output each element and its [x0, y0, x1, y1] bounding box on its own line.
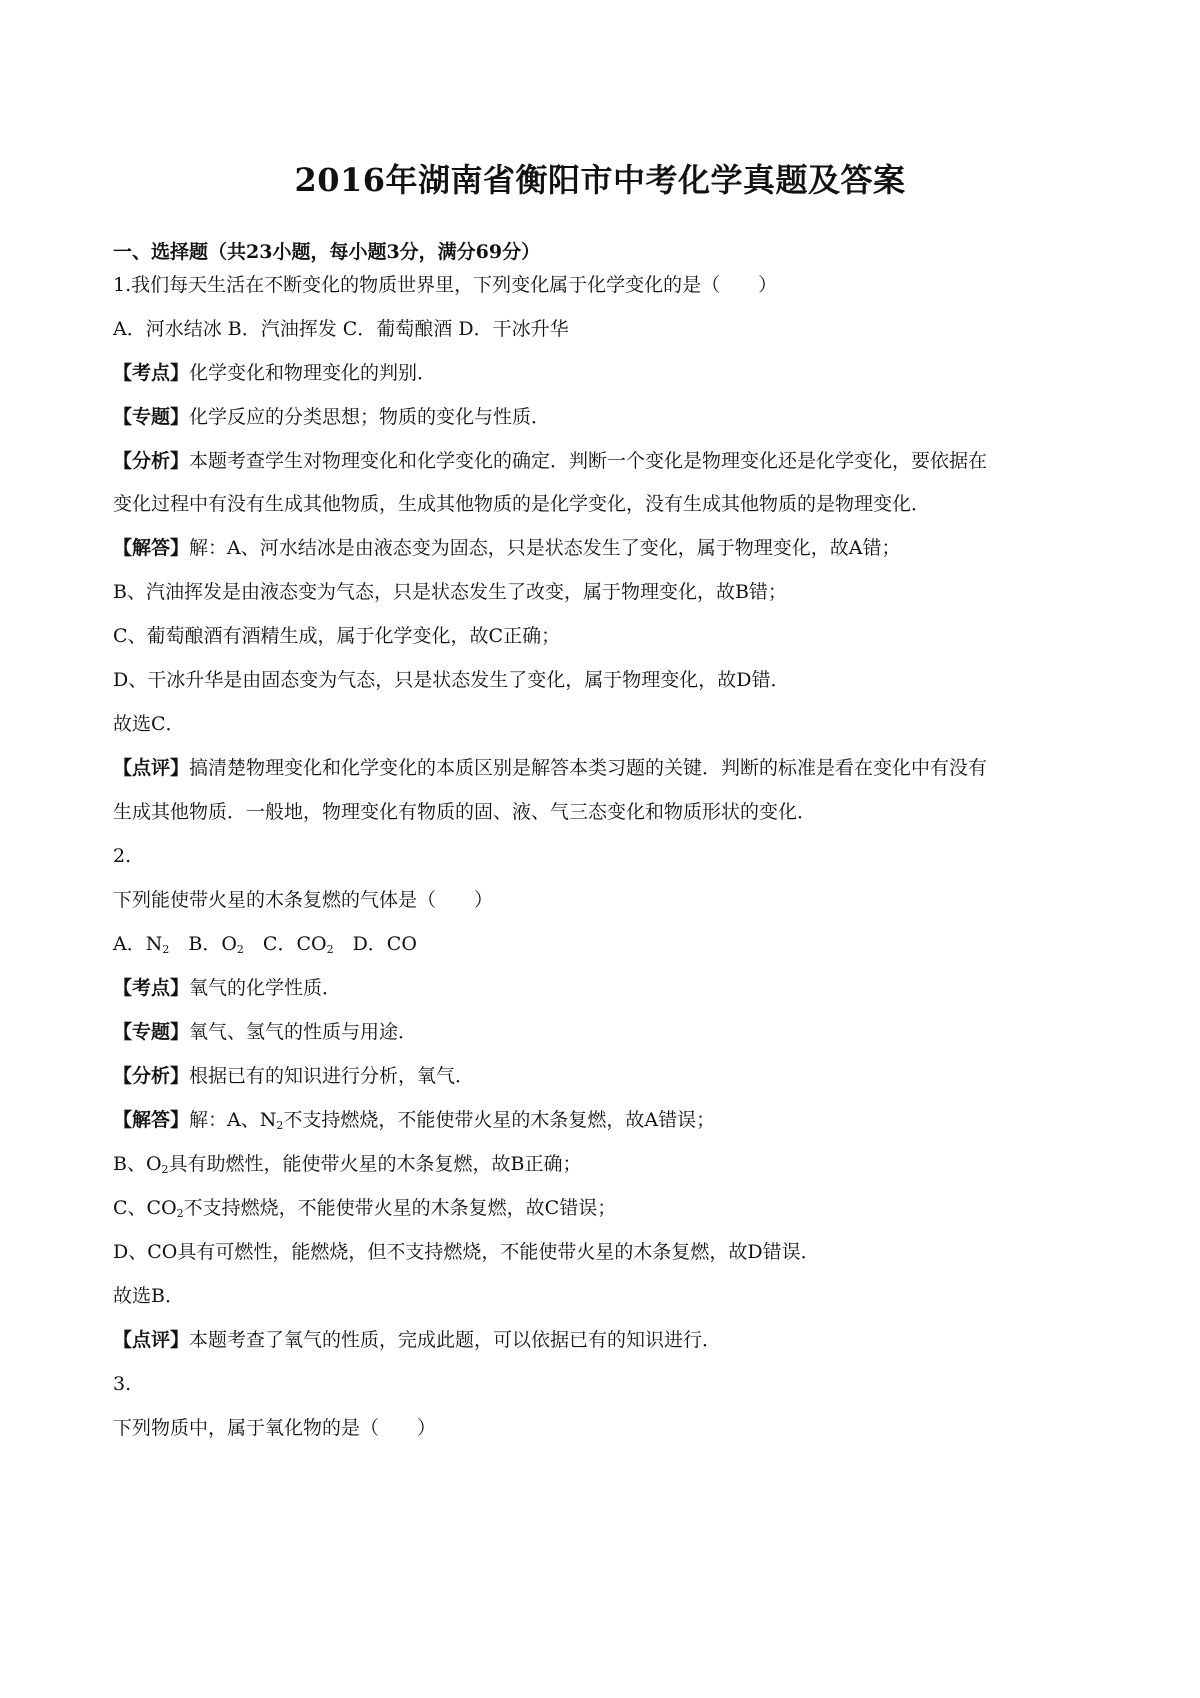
subscript: 2 — [276, 1119, 284, 1132]
tag-fenxi: 【分析】 — [113, 450, 190, 472]
q1-kaodian-text: 化学变化和物理变化的判别． — [189, 362, 437, 384]
tag-kaodian: 【考点】 — [113, 977, 190, 999]
subscript: 2 — [236, 943, 244, 956]
q2-options — [113, 931, 1103, 957]
tag-kaodian: 【考点】 — [113, 362, 190, 384]
q1-kaodian — [113, 360, 1103, 386]
q2-jieda-3b: 不支持燃烧，不能使带火星的木条复燃，故C错误； — [183, 1197, 617, 1219]
q2-option-c: C．CO — [243, 933, 327, 955]
tag-jieda: 【解答】 — [113, 537, 190, 559]
subscript: 2 — [176, 1207, 184, 1220]
q2-zhuanti-text: 氧气、氢气的性质与用途． — [189, 1021, 418, 1043]
q2-jieda-3a: C、CO — [113, 1197, 177, 1219]
q1-fenxi-cont: 变化过程中有没有生成其他物质，生成其他物质的是化学变化，没有生成其他物质的是物理变化． — [113, 493, 931, 515]
q2-jieda-1a: 解：A、N — [189, 1109, 277, 1131]
q2-jieda-1b: 不支持燃烧，不能使带火星的木条复燃，故A错误； — [283, 1109, 716, 1131]
q1-jieda-d: D、干冰升华是由固态变为气态，只是状态发生了变化，属于物理变化，故D错． — [113, 669, 790, 691]
tag-dianping: 【点评】 — [113, 757, 190, 779]
q2-jieda — [113, 1107, 1103, 1133]
q3-number: 3. — [113, 1373, 132, 1395]
tag-zhuanti: 【专题】 — [113, 406, 190, 428]
q2-jieda-c — [113, 1195, 1103, 1221]
q2-jieda-2a: B、O — [113, 1153, 162, 1175]
q1-dianping — [113, 755, 1103, 781]
subscript: 2 — [161, 1163, 169, 1176]
q1-zhuanti-text: 化学反应的分类思想；物质的变化与性质． — [189, 406, 551, 428]
q2-jieda-2b: 具有助燃性，能使带火星的木条复燃，故B正确； — [168, 1153, 582, 1175]
q2-stem: 下列能使带火星的木条复燃的气体是（ ） — [113, 889, 494, 911]
q2-dianping-text: 本题考查了氧气的性质，完成此题，可以依据已有的知识进行． — [189, 1329, 722, 1351]
document-title: 2016年湖南省衡阳市中考化学真题及答案 — [294, 161, 906, 199]
q1-jieda — [113, 535, 1103, 561]
q2-jieda-b — [113, 1151, 1103, 1177]
q2-option-d: D．CO — [333, 933, 417, 955]
section-heading: 一、选择题（共23小题，每小题3分，满分69分） — [113, 241, 541, 263]
q1-stem: 1.我们每天生活在不断变化的物质世界里，下列变化属于化学变化的是（ ） — [113, 274, 778, 296]
q1-fenxi — [113, 448, 1103, 474]
subscript: 2 — [162, 943, 170, 956]
q1-options: A．河水结冰 B．汽油挥发 C．葡萄酿酒 D．干冰升华 — [113, 318, 569, 340]
tag-jieda: 【解答】 — [113, 1109, 190, 1131]
q2-answer: 故选B． — [113, 1285, 184, 1307]
q2-dianping — [113, 1327, 1103, 1353]
q2-option-a: A．N — [113, 933, 163, 955]
q1-fenxi-text-1: 本题考查学生对物理变化和化学变化的确定．判断一个变化是物理变化还是化学变化，要依据在 — [189, 450, 988, 472]
q2-number: 2. — [113, 845, 132, 867]
q2-jieda-d: D、CO具有可燃性，能燃烧，但不支持燃烧，不能使带火星的木条复燃，故D错误． — [113, 1241, 820, 1263]
q3-stem: 下列物质中，属于氧化物的是（ ） — [113, 1417, 437, 1439]
q2-zhuanti — [113, 1019, 1103, 1045]
q1-zhuanti — [113, 404, 1103, 430]
tag-fenxi: 【分析】 — [113, 1065, 190, 1087]
q2-fenxi-text: 根据已有的知识进行分析，氧气． — [189, 1065, 475, 1087]
q1-dianping-cont: 生成其他物质．一般地，物理变化有物质的固、液、气三态变化和物质形状的变化． — [113, 801, 817, 823]
q2-fenxi — [113, 1063, 1103, 1089]
q1-jieda-text-1: 解：A、河水结冰是由液态变为固态，只是状态发生了变化，属于物理变化，故A错； — [189, 537, 901, 559]
q1-dianping-text-1: 搞清楚物理变化和化学变化的本质区别是解答本类习题的关键．判断的标准是看在变化中有没有 — [189, 757, 988, 779]
q1-jieda-b: B、汽油挥发是由液态变为气态，只是状态发生了改变，属于物理变化，故B错； — [113, 581, 787, 603]
q1-jieda-c: C、葡萄酿酒有酒精生成，属于化学变化，故C正确； — [113, 625, 561, 647]
tag-zhuanti: 【专题】 — [113, 1021, 190, 1043]
q2-option-b: B．O — [169, 933, 237, 955]
q1-answer: 故选C． — [113, 713, 185, 735]
tag-dianping: 【点评】 — [113, 1329, 190, 1351]
q2-kaodian-text: 氧气的化学性质． — [189, 977, 342, 999]
subscript: 2 — [326, 943, 334, 956]
q2-kaodian — [113, 975, 1103, 1001]
